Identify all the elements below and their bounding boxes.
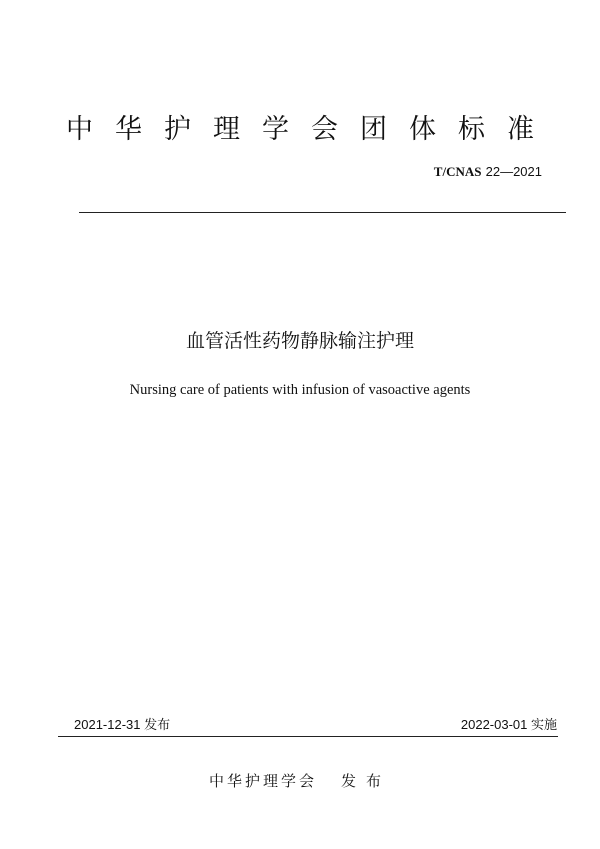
- release-date: 2021-12-31 发布: [74, 717, 171, 732]
- standard-code: [434, 163, 542, 182]
- publisher-organization: 中华护理学会: [208, 772, 317, 790]
- standard-code-prefix: T/CNAS: [433, 164, 482, 179]
- publisher-action: 发布: [341, 772, 392, 790]
- standard-type-heading: 中华护理学会团体标准: [66, 114, 556, 145]
- document-title-chinese: 血管活性药物静脉输注护理: [185, 330, 414, 352]
- header-divider: [79, 212, 566, 213]
- publisher-line: [0, 770, 600, 792]
- document-title-english: Nursing care of patients with infusion of vasoactive agents: [129, 382, 471, 398]
- footer-divider: [58, 736, 558, 737]
- implementation-date: 2022-03-01 实施: [460, 717, 557, 732]
- standard-code-number: 22—2021: [485, 164, 542, 179]
